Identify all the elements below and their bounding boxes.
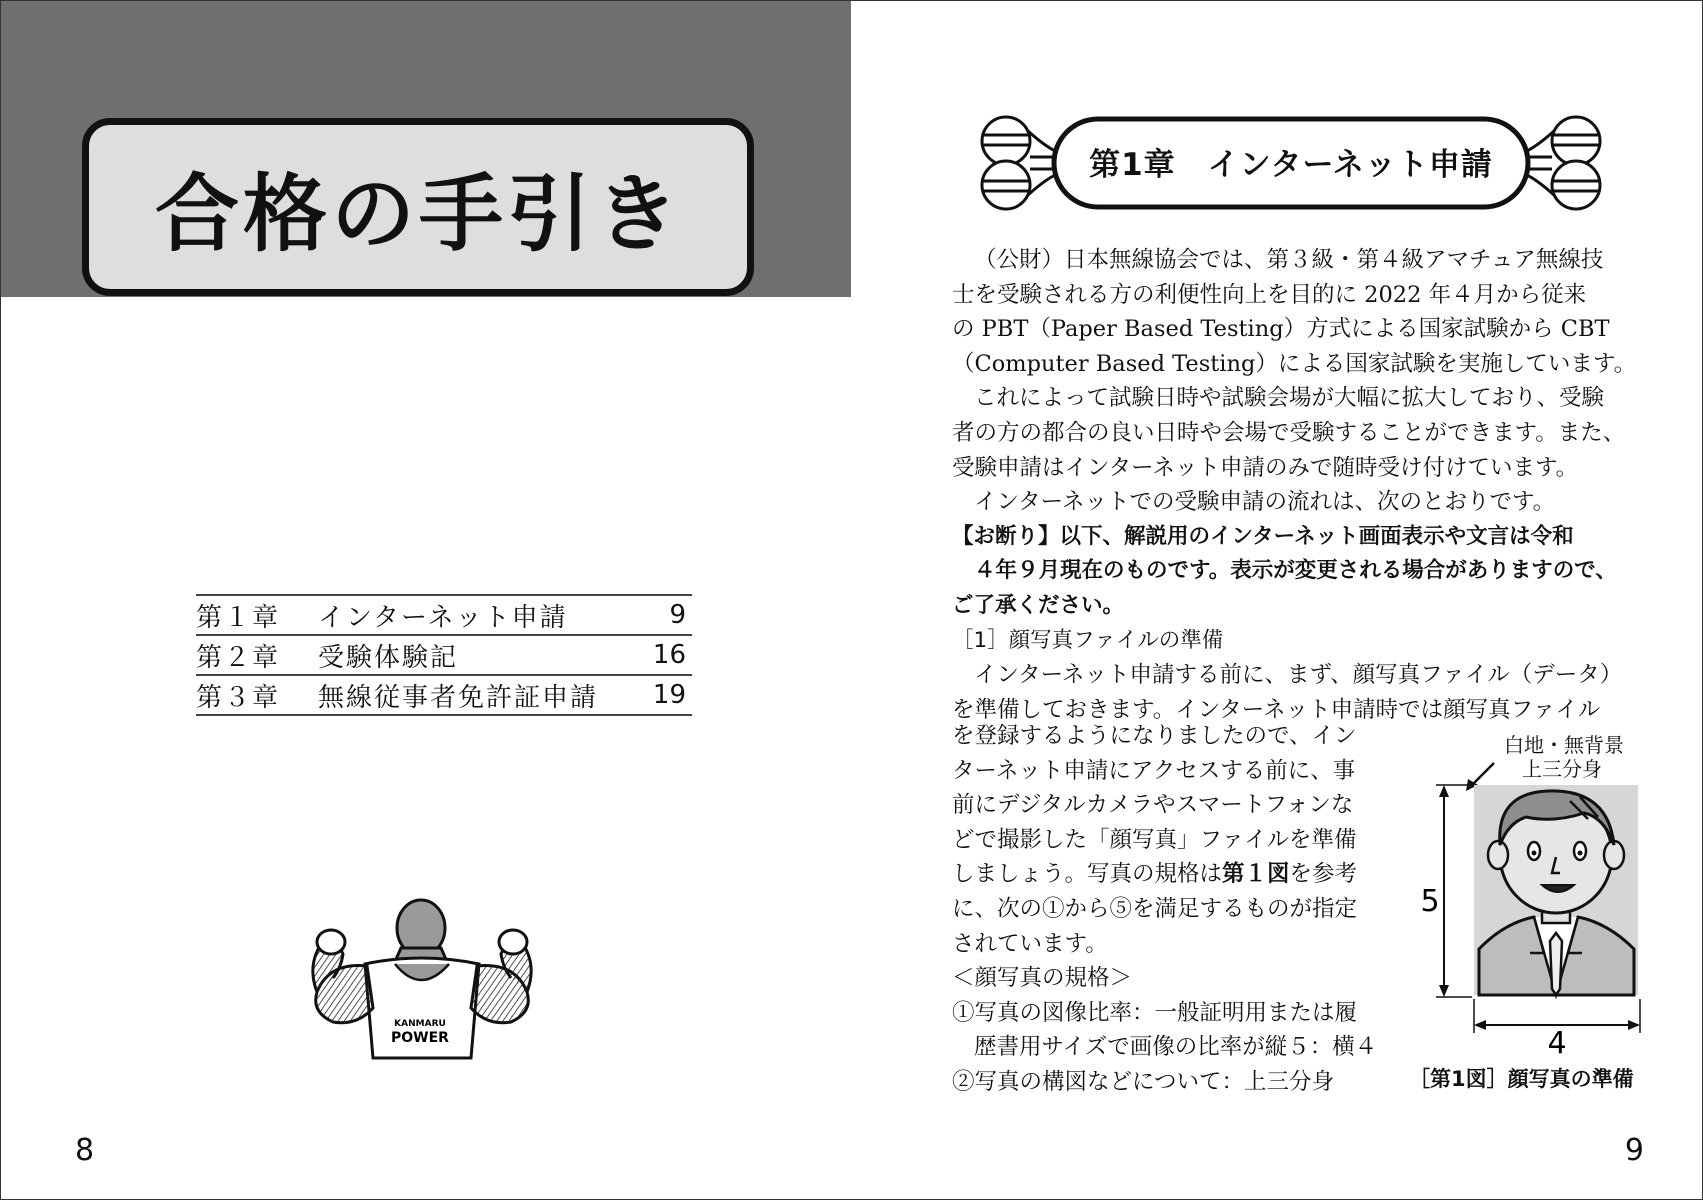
- paragraph-line: 前にデジタルカメラやスマートフォンな: [952, 792, 1354, 819]
- right-page: [852, 1, 1703, 1200]
- paragraph-line-with-reference: [952, 857, 1358, 892]
- paragraph-line: されています。: [952, 930, 1108, 957]
- paragraph-line: 受験申請はインターネット申請のみで随時受け付けています。: [952, 454, 1579, 481]
- paragraph-line: ②写真の構図などについて：上三分身: [952, 1068, 1335, 1095]
- chapter-banner: [968, 113, 1614, 213]
- figure-1: [1384, 727, 1703, 1097]
- mascot-text-line1: KANMARU: [394, 1019, 446, 1029]
- toc-chapter: 第２章: [196, 642, 281, 673]
- paragraph-line: ＜顔写真の規格＞: [952, 965, 1133, 992]
- toc-row[interactable]: [196, 636, 692, 676]
- title-box: [82, 118, 754, 296]
- page-number-right: 9: [1624, 1133, 1644, 1168]
- paragraph-line: 者の方の都合の良い日時や会場で受験することができます。また、: [952, 419, 1626, 446]
- toc-page: 16: [652, 640, 686, 670]
- notice-line: ご了承ください。: [952, 592, 1125, 618]
- toc-row[interactable]: [196, 676, 692, 716]
- notice-line: ４年９月現在のものです。表示が変更される場合がありますので、: [974, 558, 1617, 584]
- toc-name: インターネット申請: [318, 602, 568, 633]
- ref-pre: しましょう。写真の規格は: [952, 861, 1223, 888]
- paragraph-line: これによって試験日時や試験会場が大幅に拡大しており、受験: [974, 385, 1605, 412]
- toc-page: 19: [652, 680, 686, 710]
- paragraph-line: （公財）日本無線協会では、第３級・第４級アマチュア無線技: [974, 247, 1604, 273]
- section-title: 合格の手引き: [155, 164, 684, 263]
- portrait-diagram: [1384, 727, 1703, 1097]
- figure-caption: ［第1図］顔写真の準備: [1409, 1067, 1634, 1091]
- paragraph-line: に、次の①から⑤を満足するものが指定: [952, 895, 1358, 922]
- ref-post: を参考: [1289, 861, 1358, 888]
- width-ratio-label: 4: [1547, 1026, 1567, 1061]
- paragraph-line: 士を受験される方の利便性向上を目的に 2022 年４月から従来: [952, 281, 1587, 308]
- paragraph-line: （Computer Based Testing）による国家試験を実施しています。: [952, 350, 1637, 377]
- table-of-contents: [196, 594, 692, 716]
- mascot-text-line2: POWER: [391, 1030, 449, 1046]
- paragraph-line: を準備しておきます。インターネット申請時では顔写真ファイル: [952, 696, 1601, 723]
- paragraph-line: の PBT（Paper Based Testing）方式による国家試験から CBT: [952, 316, 1610, 343]
- paragraph-line: を登録するようになりましたので、イン: [952, 723, 1357, 749]
- figure-reference: 第１図: [1222, 861, 1290, 888]
- chapter-title: 第1章 インターネット申請: [1089, 147, 1493, 183]
- page-number-left: 8: [75, 1133, 95, 1168]
- toc-name: 受験体験記: [318, 642, 459, 673]
- paragraph-line: 歴書用サイズで画像の比率が縦５：横４: [974, 1034, 1378, 1061]
- notice-line: 【お断り】以下、解説用のインターネット画面表示や文言は令和: [952, 523, 1574, 549]
- paragraph-line: インターネット申請する前に、まず、顔写真ファイル（データ）: [974, 662, 1623, 689]
- section-heading: ［1］顔写真ファイルの準備: [952, 627, 1224, 653]
- paragraph-line: ①写真の図像比率：一般証明用または履: [952, 999, 1358, 1026]
- narrow-text-column: [952, 719, 1378, 1100]
- toc-page: 9: [669, 600, 686, 630]
- toc-name: 無線従事者免許証申請: [318, 682, 599, 713]
- mascot-illustration: [303, 896, 543, 1066]
- figure-label-line1: 白地・無背景: [1504, 733, 1624, 757]
- left-page: [1, 1, 851, 1200]
- height-ratio-label: 5: [1420, 884, 1440, 919]
- paragraph-line: インターネットでの受験申請の流れは、次のとおりです。: [974, 489, 1556, 516]
- body-text: [952, 243, 1637, 727]
- toc-row[interactable]: [196, 596, 692, 636]
- paragraph-line: ターネット申請にアクセスする前に、事: [952, 757, 1356, 784]
- toc-chapter: 第３章: [196, 682, 281, 713]
- toc-chapter: 第１章: [196, 602, 281, 633]
- paragraph-line: どで撮影した「顔写真」ファイルを準備: [952, 826, 1357, 853]
- figure-label-line2: 上三分身: [1522, 757, 1602, 781]
